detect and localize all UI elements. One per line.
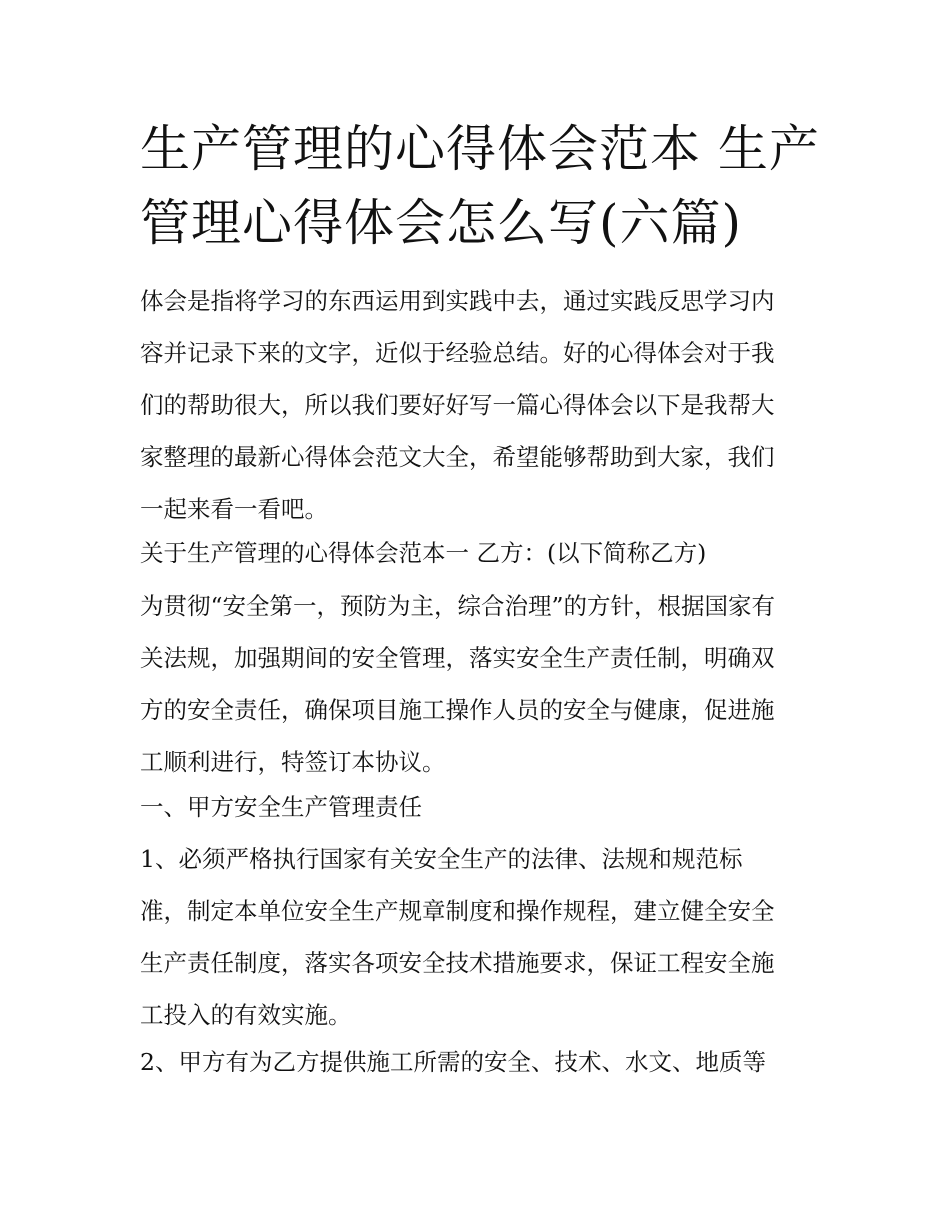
text-line: 准，制定本单位安全生产规章制度和操作规程，建立健全安全 <box>140 897 775 925</box>
text-line: 关法规，加强期间的安全管理，落实安全生产责任制，明确双 <box>140 644 775 672</box>
text-line: 们的帮助很大，所以我们要好好写一篇心得体会以下是我帮大 <box>140 391 775 419</box>
text-line: 1、必须严格执行国家有关安全生产的法律、法规和规范标 <box>140 845 743 873</box>
page-title <box>140 112 820 260</box>
text-line: 工顺利进行，特签订本协议。 <box>140 748 446 776</box>
text-line: 方的安全责任，确保项目施工操作人员的安全与健康，促进施 <box>140 696 775 724</box>
text-line: 家整理的最新心得体会范文大全，希望能够帮助到大家，我们 <box>140 443 775 471</box>
item-1-paragraph <box>140 833 820 1041</box>
section-heading <box>140 527 820 579</box>
part-heading-text: 一、甲方安全生产管理责任 <box>140 793 422 821</box>
text-line: 体会是指将学习的东西运用到实践中去，通过实践反思学习内 <box>140 287 775 315</box>
text-line: 2、甲方有为乙方提供施工所需的安全、技术、水文、地质等 <box>140 1048 766 1076</box>
text-line: 一起来看一看吧。 <box>140 495 328 523</box>
section-heading-text: 关于生产管理的心得体会范本一 乙方：(以下简称乙方) <box>140 539 707 567</box>
title-line: 管理心得体会怎么写(六篇) <box>140 194 743 252</box>
intro-paragraph <box>140 275 820 535</box>
text-line: 工投入的有效实施。 <box>140 1001 352 1029</box>
title-line: 生产管理的心得体会范本 生产 <box>140 120 820 178</box>
purpose-paragraph <box>140 580 820 788</box>
item-2-paragraph <box>140 1036 820 1088</box>
text-line: 容并记录下来的文字，近似于经验总结。好的心得体会对于我 <box>140 339 775 367</box>
text-line: 生产责任制度，落实各项安全技术措施要求，保证工程安全施 <box>140 949 775 977</box>
part-heading <box>140 781 820 833</box>
text-line: 为贯彻“安全第一，预防为主，综合治理”的方针，根据国家有 <box>140 592 776 620</box>
